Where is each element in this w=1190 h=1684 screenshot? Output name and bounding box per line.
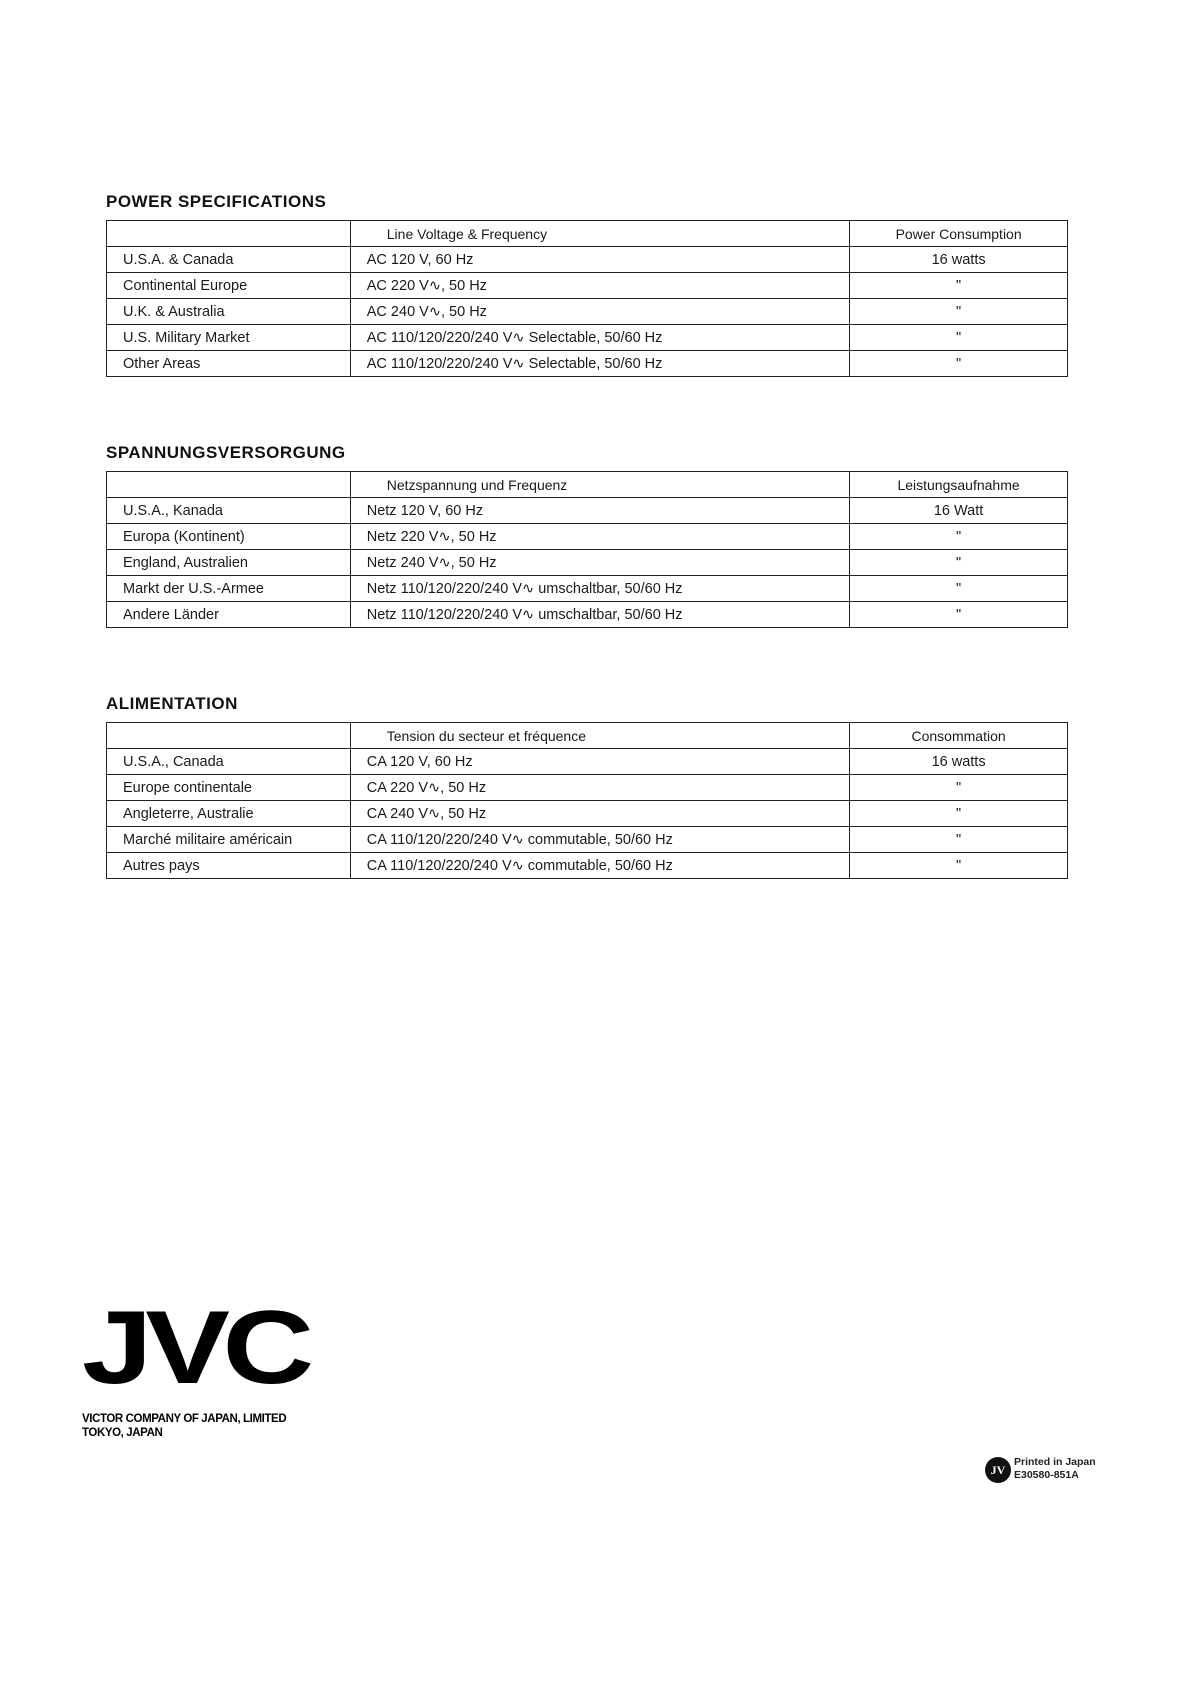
table-row xyxy=(107,498,1068,524)
voltage-cell: AC 220 V∿, 50 Hz xyxy=(350,273,849,299)
voltage-cell: Netz 240 V∿, 50 Hz xyxy=(350,550,849,576)
region-cell: England, Australien xyxy=(107,550,351,576)
table-row xyxy=(107,827,1068,853)
table-row xyxy=(107,299,1068,325)
power-cell: " xyxy=(850,351,1068,377)
table-header-row xyxy=(107,472,1068,498)
voltage-cell: CA 110/120/220/240 V∿ commutable, 50/60 Hz xyxy=(350,853,849,879)
power-spec-table xyxy=(106,220,1068,377)
power-cell: " xyxy=(850,827,1068,853)
header-voltage: Tension du secteur et fréquence xyxy=(350,723,849,749)
region-cell: U.K. & Australia xyxy=(107,299,351,325)
header-power: Power Consumption xyxy=(850,221,1068,247)
power-cell: " xyxy=(850,325,1068,351)
table-row xyxy=(107,775,1068,801)
document-code: E30580-851A xyxy=(1014,1469,1079,1481)
region-cell: Andere Länder xyxy=(107,602,351,628)
power-cell: " xyxy=(850,576,1068,602)
region-cell: Continental Europe xyxy=(107,273,351,299)
voltage-cell: Netz 120 V, 60 Hz xyxy=(350,498,849,524)
section-title: ALIMENTATION xyxy=(106,694,238,713)
voltage-cell: CA 110/120/220/240 V∿ commutable, 50/60 Hz xyxy=(350,827,849,853)
header-voltage: Netzspannung und Frequenz xyxy=(350,472,849,498)
region-cell: Europe continentale xyxy=(107,775,351,801)
alimentation-section xyxy=(106,694,1068,879)
power-cell: 16 watts xyxy=(850,749,1068,775)
section-title: SPANNUNGSVERSORGUNG xyxy=(106,443,346,462)
company-name: VICTOR COMPANY OF JAPAN, LIMITED xyxy=(82,1413,287,1425)
power-spec-table-german xyxy=(106,471,1068,628)
table-row xyxy=(107,602,1068,628)
header-blank xyxy=(107,221,351,247)
power-cell: " xyxy=(850,775,1068,801)
voltage-cell: Netz 220 V∿, 50 Hz xyxy=(350,524,849,550)
region-cell: U.S. Military Market xyxy=(107,325,351,351)
power-cell: " xyxy=(850,602,1068,628)
printed-in-japan: Printed in Japan xyxy=(1014,1456,1096,1468)
company-info xyxy=(82,1412,286,1440)
region-cell: Marché militaire américain xyxy=(107,827,351,853)
power-cell: " xyxy=(850,273,1068,299)
table-row xyxy=(107,273,1068,299)
power-cell: 16 Watt xyxy=(850,498,1068,524)
region-cell: U.S.A., Kanada xyxy=(107,498,351,524)
voltage-cell: CA 220 V∿, 50 Hz xyxy=(350,775,849,801)
table-header-row xyxy=(107,221,1068,247)
region-cell: Other Areas xyxy=(107,351,351,377)
printed-mark-icon: JV xyxy=(985,1457,1011,1483)
region-cell: Markt der U.S.-Armee xyxy=(107,576,351,602)
power-cell: " xyxy=(850,299,1068,325)
region-cell: U.S.A. & Canada xyxy=(107,247,351,273)
table-row xyxy=(107,576,1068,602)
power-specifications-section xyxy=(106,192,1068,377)
jvc-logo: JVC xyxy=(82,1290,307,1406)
table-row xyxy=(107,749,1068,775)
table-row xyxy=(107,853,1068,879)
region-cell: U.S.A., Canada xyxy=(107,749,351,775)
power-cell: " xyxy=(850,853,1068,879)
footer-print-info xyxy=(1014,1456,1096,1482)
header-power: Consommation xyxy=(850,723,1068,749)
voltage-cell: Netz 110/120/220/240 V∿ umschaltbar, 50/60 Hz xyxy=(350,576,849,602)
power-cell: " xyxy=(850,524,1068,550)
power-spec-table-french xyxy=(106,722,1068,879)
section-title: POWER SPECIFICATIONS xyxy=(106,192,327,211)
header-voltage: Line Voltage & Frequency xyxy=(350,221,849,247)
table-row xyxy=(107,351,1068,377)
company-location: TOKYO, JAPAN xyxy=(82,1427,163,1439)
spannungsversorgung-section xyxy=(106,443,1068,628)
region-cell: Europa (Kontinent) xyxy=(107,524,351,550)
power-cell: 16 watts xyxy=(850,247,1068,273)
voltage-cell: AC 120 V, 60 Hz xyxy=(350,247,849,273)
voltage-cell: Netz 110/120/220/240 V∿ umschaltbar, 50/60 Hz xyxy=(350,602,849,628)
voltage-cell: AC 110/120/220/240 V∿ Selectable, 50/60 Hz xyxy=(350,325,849,351)
header-blank xyxy=(107,723,351,749)
table-row xyxy=(107,247,1068,273)
region-cell: Angleterre, Australie xyxy=(107,801,351,827)
header-blank xyxy=(107,472,351,498)
power-cell: " xyxy=(850,801,1068,827)
header-power: Leistungsaufnahme xyxy=(850,472,1068,498)
table-header-row xyxy=(107,723,1068,749)
table-row xyxy=(107,550,1068,576)
voltage-cell: CA 120 V, 60 Hz xyxy=(350,749,849,775)
voltage-cell: CA 240 V∿, 50 Hz xyxy=(350,801,849,827)
region-cell: Autres pays xyxy=(107,853,351,879)
power-cell: " xyxy=(850,550,1068,576)
table-row xyxy=(107,524,1068,550)
voltage-cell: AC 110/120/220/240 V∿ Selectable, 50/60 Hz xyxy=(350,351,849,377)
voltage-cell: AC 240 V∿, 50 Hz xyxy=(350,299,849,325)
table-row xyxy=(107,325,1068,351)
table-row xyxy=(107,801,1068,827)
